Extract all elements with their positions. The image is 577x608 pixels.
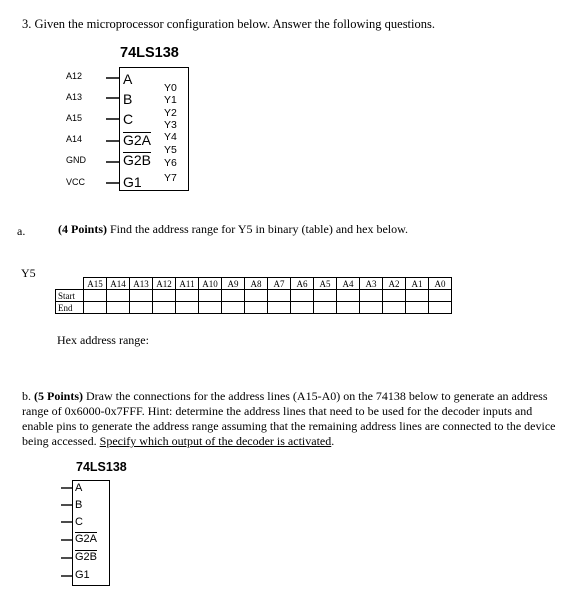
end-cell-a13[interactable]: [130, 302, 153, 314]
chip2-input-g1: G1: [75, 569, 90, 581]
chip1-output-y1: Y1: [164, 94, 177, 106]
end-cell-a2[interactable]: [383, 302, 406, 314]
start-cell-a13[interactable]: [130, 290, 153, 302]
part-a-prompt: [58, 222, 408, 237]
part-b-text: Draw the connections for the address lines (A15-A0) on the 74138 below to generate an address range of 0x6000-0x7FFF. Hint: determine the address lines that need to be used for the decoder inputs and enable pins to generate the address range assuming that the remaining address lines are connected to the device being accessed.: [22, 389, 556, 448]
col-header-a14: A14: [107, 278, 130, 290]
end-cell-a4[interactable]: [337, 302, 360, 314]
chip1-title: 74LS138: [120, 45, 179, 61]
address-table: [55, 277, 452, 314]
chip1-pin-label-a15: A15: [66, 113, 83, 123]
question-title: 3. Given the microprocessor configuration below. Answer the following questions.: [22, 17, 435, 31]
start-cell-a5[interactable]: [314, 290, 337, 302]
table-corner: [56, 278, 84, 290]
chip2-pin-lines: [60, 480, 74, 586]
end-cell-a12[interactable]: [153, 302, 176, 314]
chip1-output-y5: Y5: [164, 144, 177, 156]
chip1-pin-label-vcc: VCC: [66, 177, 86, 187]
chip1-output-y7: Y7: [164, 172, 177, 184]
part-b-points: (5 Points): [34, 389, 83, 403]
col-header-a11: A11: [176, 278, 199, 290]
hex-range-label: Hex address range:: [57, 333, 149, 347]
table-row-end: [56, 302, 452, 314]
part-b-prefix: b.: [22, 389, 34, 403]
y5-label: Y5: [21, 266, 36, 280]
chip2-input-b: B: [75, 499, 83, 511]
end-cell-a0[interactable]: [429, 302, 452, 314]
row-label-start: Start: [56, 290, 84, 302]
part-a-text: Find the address range for Y5 in binary (table) and hex below.: [107, 222, 409, 236]
end-cell-a1[interactable]: [406, 302, 429, 314]
start-cell-a12[interactable]: [153, 290, 176, 302]
end-cell-a3[interactable]: [360, 302, 383, 314]
start-cell-a15[interactable]: [84, 290, 107, 302]
chip1-output-y0: Y0: [164, 82, 177, 94]
col-header-a0: A0: [429, 278, 452, 290]
chip1-input-g2b: G2B: [123, 152, 152, 168]
table-row-start: [56, 290, 452, 302]
chip1-input-g1: G1: [123, 174, 142, 190]
start-cell-a1[interactable]: [406, 290, 429, 302]
part-b-underlined: Specify which output of the decoder is activated: [99, 434, 332, 448]
chip1-input-g2a: G2A: [123, 132, 152, 148]
col-header-a5: A5: [314, 278, 337, 290]
chip1-input-b: B: [123, 91, 133, 107]
col-header-a8: A8: [245, 278, 268, 290]
chip1-pin-label-a12: A12: [66, 71, 83, 81]
end-cell-a14[interactable]: [107, 302, 130, 314]
chip2-input-c: C: [75, 516, 83, 528]
chip1-output-y6: Y6: [164, 157, 177, 169]
col-header-a7: A7: [268, 278, 291, 290]
chip1-input-a: A: [123, 71, 133, 87]
chip2-input-a: A: [75, 482, 83, 494]
end-cell-a7[interactable]: [268, 302, 291, 314]
start-cell-a4[interactable]: [337, 290, 360, 302]
chip1-pin-lines: [104, 66, 122, 194]
end-cell-a10[interactable]: [199, 302, 222, 314]
start-cell-a10[interactable]: [199, 290, 222, 302]
start-cell-a9[interactable]: [222, 290, 245, 302]
end-cell-a8[interactable]: [245, 302, 268, 314]
chip1-pin-label-a14: A14: [66, 134, 83, 144]
col-header-a13: A13: [130, 278, 153, 290]
end-cell-a5[interactable]: [314, 302, 337, 314]
col-header-a9: A9: [222, 278, 245, 290]
start-cell-a14[interactable]: [107, 290, 130, 302]
chip1-output-y2: Y2: [164, 107, 177, 119]
row-label-end: End: [56, 302, 84, 314]
part-a-points: (4 Points): [58, 222, 107, 236]
chip2-input-g2a: G2A: [75, 533, 98, 545]
chip1-output-y4: Y4: [164, 131, 177, 143]
end-cell-a6[interactable]: [291, 302, 314, 314]
part-a-letter: a.: [17, 224, 26, 238]
col-header-a3: A3: [360, 278, 383, 290]
chip1-pin-label-gnd: GND: [66, 155, 86, 165]
col-header-a12: A12: [153, 278, 176, 290]
end-cell-a11[interactable]: [176, 302, 199, 314]
start-cell-a7[interactable]: [268, 290, 291, 302]
address-table-header-row: [56, 278, 452, 290]
start-cell-a6[interactable]: [291, 290, 314, 302]
end-cell-a15[interactable]: [84, 302, 107, 314]
chip1-output-y3: Y3: [164, 119, 177, 131]
col-header-a10: A10: [199, 278, 222, 290]
col-header-a6: A6: [291, 278, 314, 290]
start-cell-a8[interactable]: [245, 290, 268, 302]
start-cell-a2[interactable]: [383, 290, 406, 302]
start-cell-a11[interactable]: [176, 290, 199, 302]
start-cell-a3[interactable]: [360, 290, 383, 302]
col-header-a15: A15: [84, 278, 107, 290]
chip1-pin-label-a13: A13: [66, 92, 83, 102]
col-header-a1: A1: [406, 278, 429, 290]
col-header-a2: A2: [383, 278, 406, 290]
start-cell-a0[interactable]: [429, 290, 452, 302]
chip1-input-c: C: [123, 111, 134, 127]
chip2-input-g2b: G2B: [75, 551, 98, 563]
end-cell-a9[interactable]: [222, 302, 245, 314]
chip2-title: 74LS138: [76, 460, 127, 474]
part-b-prompt: b. (5 Points) Draw the connections for the address lines (A15-A0) on the 74138 below to generate an address range of 0x6000-0x7FFF. Hint: determine the address lines that need to be used for the decoder inputs and enable pins to generate the address range assuming that the remaining address lines are connected to the device being accessed. Specify which output of the decoder is activated.: [22, 389, 556, 448]
col-header-a4: A4: [337, 278, 360, 290]
